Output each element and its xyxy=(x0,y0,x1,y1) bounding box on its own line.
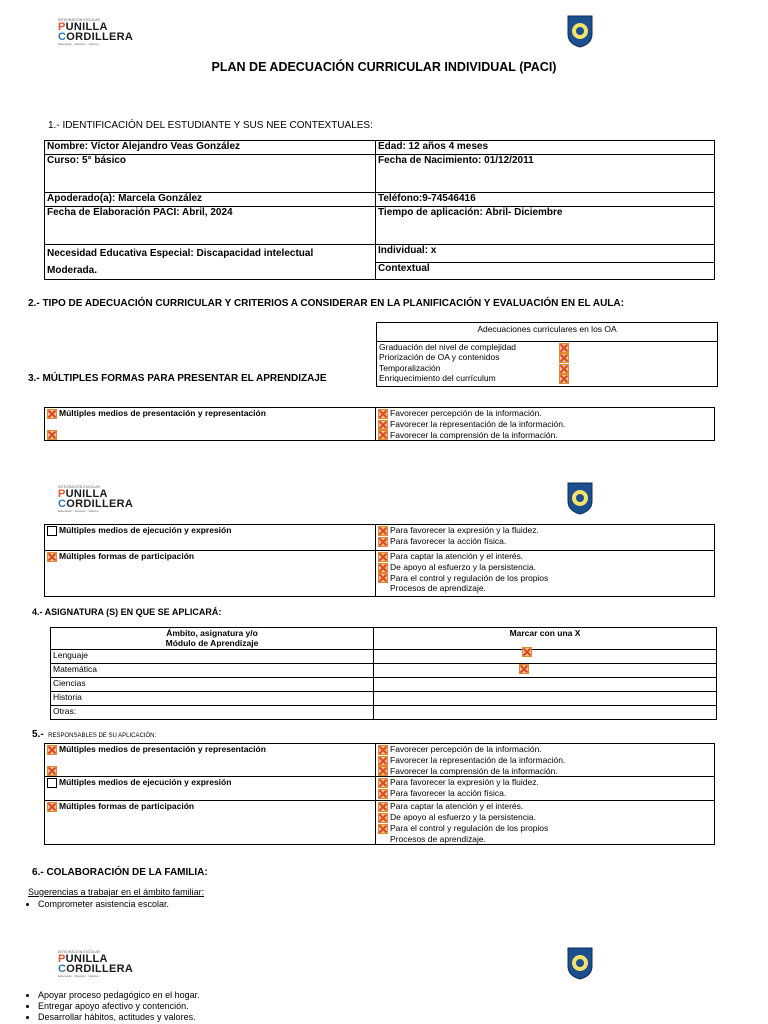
checkbox-checked-icon[interactable] xyxy=(47,409,57,419)
list-item: • Comprometer asistencia escolar. xyxy=(38,899,169,910)
subject-mark xyxy=(374,692,717,706)
presentation-table xyxy=(44,407,715,441)
oa-item: Temporalización xyxy=(379,363,715,374)
presentation-items: Favorecer percepción de la información. Favorecer la representación de la información. Favorecer la comprensión de la información. xyxy=(376,408,715,441)
checkbox-checked-icon[interactable] xyxy=(522,647,532,657)
checkbox-checked-icon[interactable] xyxy=(378,789,388,799)
section-4-title: 4.- ASIGNATURA (S) EN QUE SE APLICARÁ: xyxy=(32,607,222,617)
application-time-cell: Tiempo de aplicación: Abril- Diciembre xyxy=(376,207,715,245)
section-6-title: 6.- COLABORACIÓN DE LA FAMILIA: xyxy=(32,867,208,878)
section-3-title: 3.- MÚLTIPLES FORMAS PARA PRESENTAR EL APRENDIZAJE xyxy=(28,373,327,384)
section-2-title: 2.- TIPO DE ADECUACIÓN CURRICULAR Y CRITERIOS A CONSIDERAR EN LA PLANIFICACIÓN Y EVALUACIÓN EN EL AULA: xyxy=(28,298,624,309)
checkbox-checked-icon[interactable] xyxy=(378,420,388,430)
checkbox-checked-icon[interactable] xyxy=(519,664,529,674)
checkbox-checked-icon[interactable] xyxy=(378,552,388,562)
presentation-cell: Múltiples medios de presentación y representación xyxy=(45,408,376,441)
suggestions-label: Sugerencias a trabajar en el ámbito familiar: xyxy=(28,887,205,897)
school-crest-icon xyxy=(566,481,594,515)
responsibles-table xyxy=(44,743,715,845)
contextual-cell: Contextual xyxy=(376,262,715,280)
age-cell: Edad: 12 años 4 meses xyxy=(376,141,715,155)
oa-item: Priorización de OA y contenidos xyxy=(379,352,715,363)
birthdate-cell: Fecha de Nacimiento: 01/12/2011 xyxy=(376,155,715,193)
subject-row: Ciencias xyxy=(51,678,374,692)
checkbox-checked-icon[interactable] xyxy=(378,537,388,547)
subjects-header: Ámbito, asignatura y/o Módulo de Aprendizaje xyxy=(51,628,374,650)
family-list-1 xyxy=(10,899,169,910)
participation-cell: Múltiples formas de participación xyxy=(45,801,376,845)
subjects-table xyxy=(50,627,717,720)
school-logo: INTEGRACIÓN ESCOLAR PUNILLA CORDILLERA Educación · Respeto · Valores xyxy=(58,950,134,978)
course-cell: Curso: 5° básico xyxy=(45,155,376,193)
oa-item: Graduación del nivel de complejidad xyxy=(379,342,715,353)
checkbox-checked-icon[interactable] xyxy=(559,353,569,363)
oa-item: Enriquecimiento del currículum xyxy=(379,373,715,384)
family-list-2 xyxy=(10,990,200,1023)
nee-cell: Necesidad Educativa Especial: Discapacidad intelectual Moderada. xyxy=(45,245,376,280)
oa-list xyxy=(377,341,718,386)
school-crest-icon xyxy=(566,946,594,980)
subject-mark xyxy=(374,706,717,720)
checkbox-empty-icon[interactable] xyxy=(47,526,57,536)
checkbox-checked-icon[interactable] xyxy=(47,745,57,755)
checkbox-checked-icon[interactable] xyxy=(559,374,569,384)
elaboration-date-cell: Fecha de Elaboración PACI: Abril, 2024 xyxy=(45,207,376,245)
checkbox-checked-icon[interactable] xyxy=(378,813,388,823)
checkbox-checked-icon[interactable] xyxy=(378,573,388,583)
checkbox-checked-icon[interactable] xyxy=(47,802,57,812)
subject-mark xyxy=(374,664,717,678)
participation-items: Para captar la atención y el interés. De apoyo al esfuerzo y la persistencia. Para el control y regulación de los propios Procesos de aprendizaje. xyxy=(376,551,715,597)
student-id-table xyxy=(44,140,715,280)
presentation-cell: Múltiples medios de presentación y representación xyxy=(45,744,376,777)
execution-items: Para favorecer la expresión y la fluidez. Para favorecer la acción física. xyxy=(376,777,715,801)
presentation-items: Favorecer percepción de la información. Favorecer la representación de la información. Favorecer la comprensión de la información. xyxy=(376,744,715,777)
name-cell: Nombre: Víctor Alejandro Veas González xyxy=(45,141,376,155)
page-title: PLAN DE ADECUACIÓN CURRICULAR INDIVIDUAL (PACI) xyxy=(211,60,557,74)
checkbox-checked-icon[interactable] xyxy=(559,343,569,353)
school-crest-icon xyxy=(566,14,594,48)
subject-row: Historia xyxy=(51,692,374,706)
checkbox-checked-icon[interactable] xyxy=(378,766,388,776)
list-item: • Desarrollar hábitos, actitudes y valores. xyxy=(38,1012,200,1023)
participation-items: Para captar la atención y el interés. De apoyo al esfuerzo y la persistencia. Para el control y regulación de los propios Procesos de aprendizaje. xyxy=(376,801,715,845)
execution-cell: Múltiples medios de ejecución y expresión xyxy=(45,777,376,801)
checkbox-checked-icon[interactable] xyxy=(378,778,388,788)
phone-cell: Teléfono:9-74546416 xyxy=(376,193,715,207)
individual-cell: Individual: x xyxy=(376,245,715,263)
section-1-title: 1.- IDENTIFICACIÓN DEL ESTUDIANTE Y SUS NEE CONTEXTUALES: xyxy=(48,120,373,131)
checkbox-checked-icon[interactable] xyxy=(378,756,388,766)
subject-mark xyxy=(374,650,717,664)
oa-header: Adecuaciones curriculares en los OA xyxy=(377,323,718,342)
execution-items: Para favorecer la expresión y la fluidez. Para favorecer la acción física. xyxy=(376,525,715,551)
subject-mark xyxy=(374,678,717,692)
list-item: • Entregar apoyo afectivo y contención. xyxy=(38,1001,200,1012)
mark-header: Marcar con una X xyxy=(374,628,717,650)
execution-cell: Múltiples medios de ejecución y expresión xyxy=(45,525,376,551)
subject-row: Otras: xyxy=(51,706,374,720)
school-logo: INTEGRACIÓN ESCOLAR PUNILLA CORDILLERA Educación · Respeto · Valores xyxy=(58,18,134,46)
guardian-cell: Apoderado(a): Marcela González xyxy=(45,193,376,207)
checkbox-checked-icon[interactable] xyxy=(378,526,388,536)
checkbox-checked-icon[interactable] xyxy=(47,430,57,440)
school-logo: INTEGRACIÓN ESCOLAR PUNILLA CORDILLERA Educación · Respeto · Valores xyxy=(58,485,134,513)
checkbox-checked-icon[interactable] xyxy=(378,745,388,755)
checkbox-checked-icon[interactable] xyxy=(378,409,388,419)
execution-participation-table xyxy=(44,524,715,597)
checkbox-checked-icon[interactable] xyxy=(47,766,57,776)
participation-cell: Múltiples formas de participación xyxy=(45,551,376,597)
checkbox-checked-icon[interactable] xyxy=(559,364,569,374)
checkbox-empty-icon[interactable] xyxy=(47,778,57,788)
checkbox-checked-icon[interactable] xyxy=(378,802,388,812)
checkbox-checked-icon[interactable] xyxy=(378,430,388,440)
subject-row: Matemática xyxy=(51,664,374,678)
section-5-title: 5.- RESPONSABLES DE SU APLICACIÓN: xyxy=(32,729,157,740)
oa-table xyxy=(376,322,718,387)
subject-row: Lenguaje xyxy=(51,650,374,664)
checkbox-checked-icon[interactable] xyxy=(378,824,388,834)
list-item: • Apoyar proceso pedagógico en el hogar. xyxy=(38,990,200,1001)
checkbox-checked-icon[interactable] xyxy=(47,552,57,562)
checkbox-checked-icon[interactable] xyxy=(378,563,388,573)
